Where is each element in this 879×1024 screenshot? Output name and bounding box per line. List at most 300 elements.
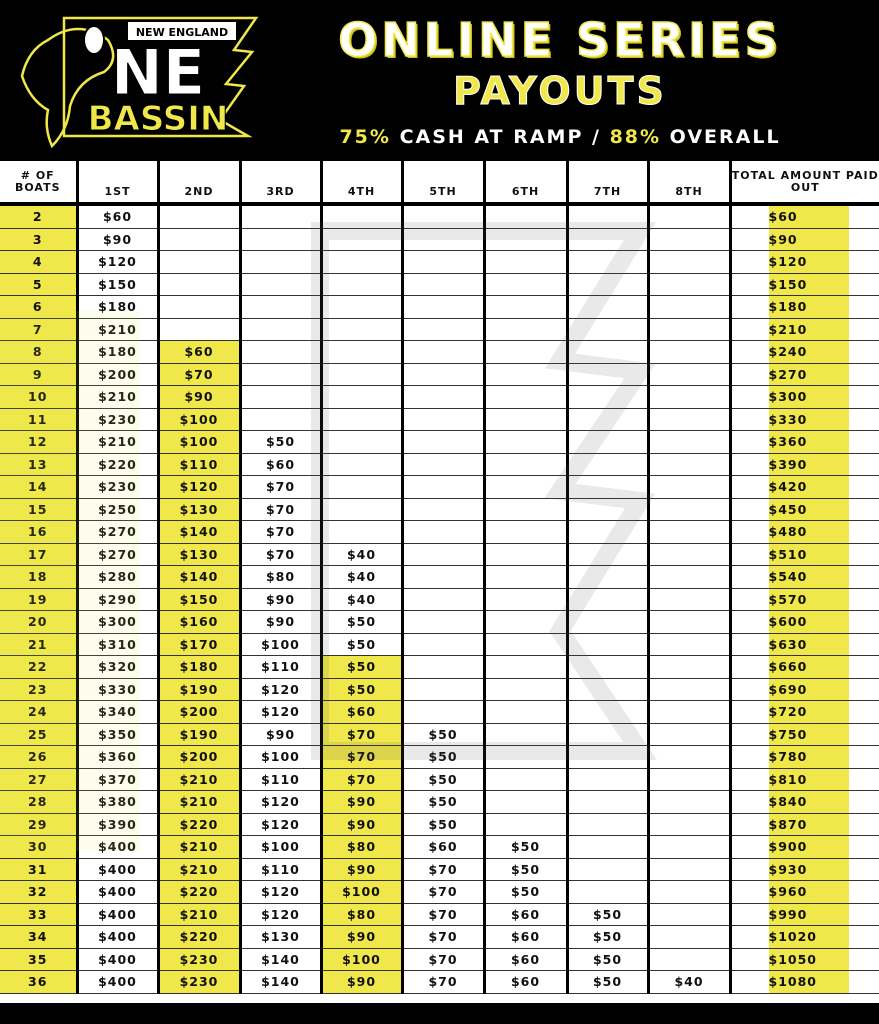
total-value: $600: [769, 611, 849, 633]
total-value: $120: [769, 251, 849, 273]
payout-cell-place-2: $200: [158, 701, 240, 724]
payout-cell-place-5: $70: [402, 858, 484, 881]
table-row: [0, 768, 879, 791]
boats-cell: 11: [0, 408, 77, 431]
table-row: [0, 813, 879, 836]
payout-cell-place-4: [321, 228, 402, 251]
total-cell: [730, 903, 879, 926]
total-cell: [730, 273, 879, 296]
payout-cell-place-4: [321, 521, 402, 544]
payout-cell-place-7: [567, 611, 648, 634]
payout-cell-place-8: [648, 566, 730, 589]
total-value: $1080: [769, 971, 849, 993]
payout-cell-place-2: [158, 228, 240, 251]
payout-cell-place-6: [484, 633, 567, 656]
payout-cell-place-8: [648, 204, 730, 228]
payout-cell-place-1: $350: [77, 723, 158, 746]
total-cell: [730, 386, 879, 409]
payout-cell-place-8: [648, 768, 730, 791]
payout-cell-place-3: $130: [240, 926, 321, 949]
payout-cell-place-2: $70: [158, 363, 240, 386]
column-header: 5TH: [402, 161, 484, 204]
payout-cell-place-7: [567, 204, 648, 228]
payout-cell-place-3: $140: [240, 948, 321, 971]
payout-cell-place-3: [240, 363, 321, 386]
payout-cell-place-2: $230: [158, 971, 240, 994]
payout-cell-place-4: $40: [321, 566, 402, 589]
total-cell: [730, 251, 879, 274]
payout-cell-place-4: $90: [321, 926, 402, 949]
payout-cell-place-2: $210: [158, 791, 240, 814]
payout-cell-place-7: [567, 723, 648, 746]
total-value: $60: [769, 206, 849, 228]
payout-cell-place-3: [240, 273, 321, 296]
payout-cell-place-1: $400: [77, 836, 158, 859]
payout-cell-place-6: [484, 701, 567, 724]
boats-cell: 4: [0, 251, 77, 274]
payout-cell-place-2: $220: [158, 926, 240, 949]
table-row: [0, 363, 879, 386]
payout-cell-place-7: [567, 678, 648, 701]
payout-cell-place-4: $50: [321, 633, 402, 656]
payout-cell-place-3: $50: [240, 431, 321, 454]
payout-cell-place-7: $50: [567, 903, 648, 926]
total-cell: [730, 566, 879, 589]
payout-cell-place-5: $60: [402, 836, 484, 859]
total-value: $840: [769, 791, 849, 813]
payout-cell-place-3: $100: [240, 633, 321, 656]
payout-cell-place-8: [648, 656, 730, 679]
payout-cell-place-8: [648, 228, 730, 251]
payout-cell-place-5: $50: [402, 791, 484, 814]
payout-cell-place-3: $110: [240, 768, 321, 791]
total-value: $630: [769, 634, 849, 656]
total-cell: [730, 858, 879, 881]
payout-cell-place-8: [648, 453, 730, 476]
payout-cell-place-3: $110: [240, 656, 321, 679]
total-value: $780: [769, 746, 849, 768]
payout-cell-place-2: $170: [158, 633, 240, 656]
payout-cell-place-2: $190: [158, 723, 240, 746]
payout-cell-place-8: [648, 341, 730, 364]
payout-cell-place-5: [402, 251, 484, 274]
table-row: [0, 498, 879, 521]
payout-cell-place-8: $40: [648, 971, 730, 994]
payout-cell-place-4: [321, 408, 402, 431]
payout-cell-place-3: $140: [240, 971, 321, 994]
payout-cell-place-1: $290: [77, 588, 158, 611]
payout-cell-place-2: $100: [158, 431, 240, 454]
payout-cell-place-8: [648, 611, 730, 634]
payout-cell-place-8: [648, 408, 730, 431]
payout-cell-place-7: [567, 836, 648, 859]
boats-cell: 17: [0, 543, 77, 566]
payout-cell-place-2: $210: [158, 836, 240, 859]
payout-cell-place-4: $70: [321, 768, 402, 791]
payout-cell-place-6: [484, 656, 567, 679]
boats-cell: 15: [0, 498, 77, 521]
payout-cell-place-1: $400: [77, 903, 158, 926]
payout-cell-place-7: [567, 476, 648, 499]
payout-cell-place-7: [567, 341, 648, 364]
payout-cell-place-7: [567, 813, 648, 836]
payout-cell-place-6: $60: [484, 926, 567, 949]
boats-cell: 8: [0, 341, 77, 364]
payout-cell-place-3: [240, 228, 321, 251]
total-value: $480: [769, 521, 849, 543]
payout-cell-place-6: [484, 273, 567, 296]
logo-bassin: BASSIN: [87, 99, 229, 139]
total-value: $270: [769, 364, 849, 386]
boats-cell: 12: [0, 431, 77, 454]
payout-cell-place-4: $80: [321, 903, 402, 926]
payout-cell-place-6: [484, 678, 567, 701]
total-value: $300: [769, 386, 849, 408]
payout-cell-place-5: [402, 296, 484, 319]
payout-cell-place-1: $230: [77, 476, 158, 499]
payout-cell-place-8: [648, 318, 730, 341]
table-row: [0, 791, 879, 814]
payout-cell-place-5: $50: [402, 746, 484, 769]
payout-cell-place-5: $70: [402, 881, 484, 904]
table-row: [0, 836, 879, 859]
table-row: [0, 251, 879, 274]
payout-cell-place-7: [567, 521, 648, 544]
payout-cell-place-4: $40: [321, 543, 402, 566]
payout-cell-place-4: [321, 431, 402, 454]
total-value: $390: [769, 454, 849, 476]
payout-cell-place-1: $280: [77, 566, 158, 589]
payout-cell-place-4: [321, 204, 402, 228]
payout-cell-place-4: [321, 498, 402, 521]
payout-cell-place-8: [648, 926, 730, 949]
payout-cell-place-4: [321, 296, 402, 319]
payout-cell-place-3: $60: [240, 453, 321, 476]
payout-cell-place-6: [484, 543, 567, 566]
boats-cell: 21: [0, 633, 77, 656]
payout-cell-place-1: $120: [77, 251, 158, 274]
payout-cell-place-1: $230: [77, 408, 158, 431]
payout-cell-place-1: $400: [77, 858, 158, 881]
table-row: [0, 543, 879, 566]
payout-cell-place-2: $120: [158, 476, 240, 499]
payout-cell-place-4: [321, 453, 402, 476]
table-row: [0, 633, 879, 656]
total-value: $690: [769, 679, 849, 701]
column-header: 4TH: [321, 161, 402, 204]
boats-cell: 30: [0, 836, 77, 859]
total-cell: [730, 746, 879, 769]
payout-cell-place-7: [567, 746, 648, 769]
payout-cell-place-7: [567, 768, 648, 791]
total-value: $660: [769, 656, 849, 678]
payout-cell-place-4: $60: [321, 701, 402, 724]
page-title: ONLINE SERIES: [338, 13, 782, 67]
payout-cell-place-7: $50: [567, 948, 648, 971]
table-row: [0, 521, 879, 544]
payout-cell-place-4: $50: [321, 678, 402, 701]
total-cell: [730, 678, 879, 701]
payout-cell-place-5: [402, 431, 484, 454]
payout-cell-place-2: $140: [158, 566, 240, 589]
payout-cell-place-2: $110: [158, 453, 240, 476]
payout-cell-place-7: [567, 588, 648, 611]
boats-cell: 3: [0, 228, 77, 251]
table-row: [0, 566, 879, 589]
payout-cell-place-6: [484, 251, 567, 274]
payout-cell-place-2: $130: [158, 498, 240, 521]
boats-cell: 6: [0, 296, 77, 319]
payout-cell-place-1: $200: [77, 363, 158, 386]
payout-cell-place-3: $120: [240, 881, 321, 904]
payout-cell-place-6: [484, 746, 567, 769]
table-row: [0, 971, 879, 994]
payout-cell-place-7: [567, 431, 648, 454]
total-value: $750: [769, 724, 849, 746]
boats-cell: 31: [0, 858, 77, 881]
payout-cell-place-7: [567, 453, 648, 476]
payout-cell-place-1: $150: [77, 273, 158, 296]
payout-cell-place-6: $50: [484, 858, 567, 881]
payout-cell-place-1: $380: [77, 791, 158, 814]
payout-cell-place-1: $210: [77, 386, 158, 409]
payout-cell-place-1: $320: [77, 656, 158, 679]
payout-cell-place-7: [567, 498, 648, 521]
payout-cell-place-3: $70: [240, 498, 321, 521]
total-cell: [730, 453, 879, 476]
column-header: 7TH: [567, 161, 648, 204]
total-cell: [730, 881, 879, 904]
payout-cell-place-6: [484, 723, 567, 746]
column-header: TOTAL AMOUNT PAID OUT: [730, 161, 879, 204]
payout-cell-place-3: $120: [240, 678, 321, 701]
payout-cell-place-8: [648, 521, 730, 544]
payout-cell-place-7: [567, 543, 648, 566]
payout-cell-place-8: [648, 543, 730, 566]
boats-cell: 19: [0, 588, 77, 611]
payout-cell-place-8: [648, 363, 730, 386]
total-cell: [730, 926, 879, 949]
boats-cell: 22: [0, 656, 77, 679]
overall-label: OVERALL: [669, 126, 781, 148]
payout-cell-place-2: $220: [158, 881, 240, 904]
payout-cell-place-8: [648, 858, 730, 881]
payout-cell-place-2: $190: [158, 678, 240, 701]
table-row: [0, 611, 879, 634]
payout-cell-place-1: $370: [77, 768, 158, 791]
column-header: 1ST: [77, 161, 158, 204]
payout-cell-place-5: $70: [402, 926, 484, 949]
total-value: $180: [769, 296, 849, 318]
payout-cell-place-8: [648, 836, 730, 859]
payout-cell-place-3: $120: [240, 903, 321, 926]
payout-cell-place-1: $220: [77, 453, 158, 476]
payout-cell-place-5: [402, 204, 484, 228]
payout-cell-place-7: [567, 566, 648, 589]
table-row: [0, 903, 879, 926]
payout-summary: [270, 124, 850, 150]
payout-cell-place-7: [567, 633, 648, 656]
payout-cell-place-5: [402, 476, 484, 499]
payout-cell-place-2: $140: [158, 521, 240, 544]
total-cell: [730, 813, 879, 836]
column-header: 8TH: [648, 161, 730, 204]
table-row: [0, 408, 879, 431]
boats-cell: 18: [0, 566, 77, 589]
payout-cell-place-8: [648, 948, 730, 971]
payout-cell-place-5: [402, 363, 484, 386]
table-row: [0, 341, 879, 364]
total-cell: [730, 204, 879, 228]
total-cell: [730, 633, 879, 656]
payout-cell-place-5: $70: [402, 971, 484, 994]
boats-cell: 35: [0, 948, 77, 971]
payout-cell-place-8: [648, 701, 730, 724]
boats-cell: 25: [0, 723, 77, 746]
payout-cell-place-6: $60: [484, 971, 567, 994]
payout-cell-place-6: [484, 476, 567, 499]
payout-cell-place-3: $70: [240, 521, 321, 544]
table-row: [0, 273, 879, 296]
payout-cell-place-2: [158, 204, 240, 228]
payout-cell-place-4: $90: [321, 971, 402, 994]
boats-cell: 29: [0, 813, 77, 836]
payout-cell-place-5: [402, 678, 484, 701]
payout-cell-place-2: $180: [158, 656, 240, 679]
payout-cell-place-4: [321, 476, 402, 499]
payout-cell-place-6: [484, 386, 567, 409]
payout-cell-place-2: $160: [158, 611, 240, 634]
cash-label: CASH AT RAMP /: [399, 126, 601, 148]
payout-cell-place-4: $90: [321, 791, 402, 814]
payout-cell-place-5: [402, 588, 484, 611]
table-row: [0, 318, 879, 341]
payout-cell-place-6: [484, 768, 567, 791]
payout-cell-place-1: $210: [77, 431, 158, 454]
payout-cell-place-7: [567, 251, 648, 274]
boats-cell: 14: [0, 476, 77, 499]
total-cell: [730, 611, 879, 634]
payout-table: [0, 161, 879, 994]
payout-cell-place-2: $90: [158, 386, 240, 409]
payout-cell-place-6: [484, 408, 567, 431]
total-cell: [730, 363, 879, 386]
total-cell: [730, 948, 879, 971]
table-row: [0, 746, 879, 769]
payout-cell-place-4: $90: [321, 858, 402, 881]
total-cell: [730, 588, 879, 611]
boats-cell: 32: [0, 881, 77, 904]
payout-cell-place-7: $50: [567, 926, 648, 949]
payout-cell-place-6: [484, 611, 567, 634]
column-header: 3RD: [240, 161, 321, 204]
payout-cell-place-8: [648, 251, 730, 274]
total-value: $330: [769, 409, 849, 431]
payout-cell-place-4: $40: [321, 588, 402, 611]
payout-cell-place-5: [402, 228, 484, 251]
payout-cell-place-6: [484, 453, 567, 476]
table-row: [0, 453, 879, 476]
payout-cell-place-4: [321, 363, 402, 386]
boats-cell: 20: [0, 611, 77, 634]
column-header: 2ND: [158, 161, 240, 204]
table-row: [0, 228, 879, 251]
payout-cell-place-4: [321, 341, 402, 364]
table-row: [0, 723, 879, 746]
table-row: [0, 656, 879, 679]
payout-cell-place-8: [648, 498, 730, 521]
payout-cell-place-3: [240, 251, 321, 274]
payout-cell-place-1: $390: [77, 813, 158, 836]
payout-cell-place-5: $50: [402, 813, 484, 836]
boats-cell: 34: [0, 926, 77, 949]
payout-cell-place-3: $120: [240, 701, 321, 724]
payout-cell-place-1: $180: [77, 296, 158, 319]
total-cell: [730, 656, 879, 679]
payout-cell-place-8: [648, 431, 730, 454]
payout-cell-place-3: $70: [240, 543, 321, 566]
total-value: $570: [769, 589, 849, 611]
payout-cell-place-4: $70: [321, 746, 402, 769]
payout-cell-place-6: [484, 341, 567, 364]
table-row: [0, 678, 879, 701]
boats-cell: 28: [0, 791, 77, 814]
payout-cell-place-4: [321, 273, 402, 296]
payout-cell-place-5: [402, 521, 484, 544]
payout-cell-place-3: $100: [240, 836, 321, 859]
payout-cell-place-1: $180: [77, 341, 158, 364]
payout-cell-place-7: [567, 386, 648, 409]
payout-cell-place-3: [240, 318, 321, 341]
payout-cell-place-1: $330: [77, 678, 158, 701]
boats-cell: 33: [0, 903, 77, 926]
total-cell: [730, 723, 879, 746]
payout-cell-place-1: $90: [77, 228, 158, 251]
payout-cell-place-8: [648, 813, 730, 836]
payout-cell-place-5: [402, 633, 484, 656]
payout-cell-place-7: [567, 318, 648, 341]
payout-cell-place-2: [158, 251, 240, 274]
total-cell: [730, 836, 879, 859]
payout-cell-place-5: $50: [402, 723, 484, 746]
payout-cell-place-6: [484, 228, 567, 251]
total-cell: [730, 228, 879, 251]
total-cell: [730, 768, 879, 791]
payout-cell-place-7: [567, 228, 648, 251]
payout-cell-place-3: [240, 204, 321, 228]
total-value: $510: [769, 544, 849, 566]
payout-cell-place-8: [648, 273, 730, 296]
payout-cell-place-3: $90: [240, 723, 321, 746]
payout-cell-place-1: $400: [77, 926, 158, 949]
payout-cell-place-2: [158, 296, 240, 319]
total-value: $150: [769, 274, 849, 296]
payout-cell-place-3: [240, 341, 321, 364]
total-cell: [730, 521, 879, 544]
payout-cell-place-3: $90: [240, 588, 321, 611]
boats-cell: 27: [0, 768, 77, 791]
payout-cell-place-6: [484, 521, 567, 544]
payout-cell-place-7: [567, 858, 648, 881]
payout-cell-place-7: $50: [567, 971, 648, 994]
payout-cell-place-4: $100: [321, 948, 402, 971]
boats-cell: 2: [0, 204, 77, 228]
total-value: $720: [769, 701, 849, 723]
total-cell: [730, 498, 879, 521]
total-value: $810: [769, 769, 849, 791]
payout-cell-place-1: $270: [77, 521, 158, 544]
payout-cell-place-5: [402, 656, 484, 679]
